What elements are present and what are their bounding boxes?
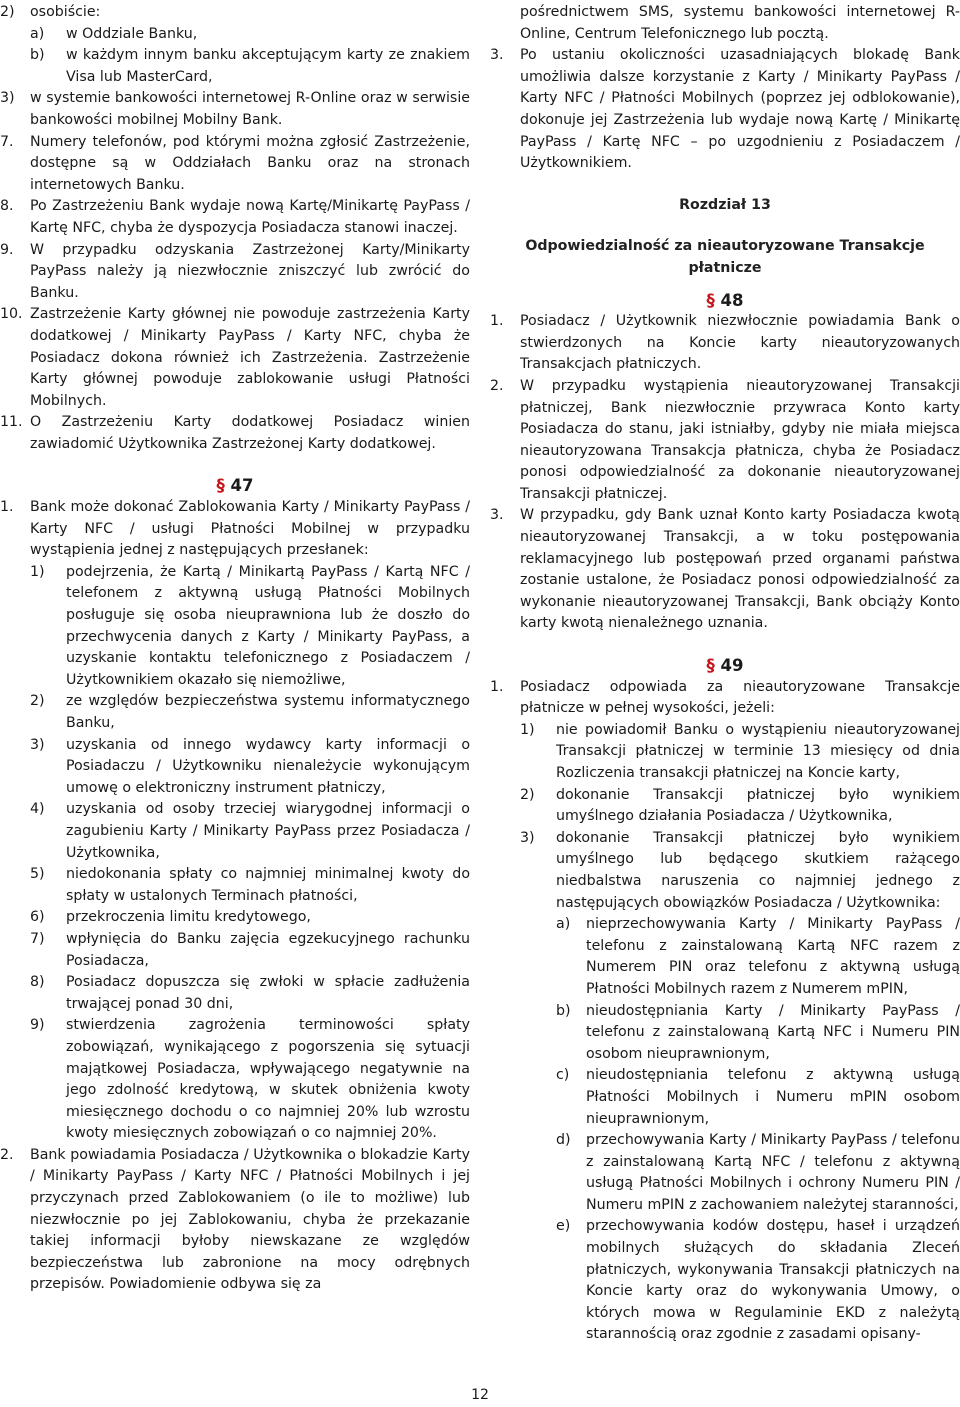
- chapter-heading: Rozdział 13: [679, 196, 771, 213]
- item-text: w Oddziale Banku,: [66, 25, 198, 42]
- item-number: e): [556, 1218, 571, 1235]
- item-text: wpłynięcia do Banku zajęcia egzekucyjnego rachunku Posiadacza,: [66, 930, 470, 969]
- item-text: dokonanie Transakcji płatniczej było wynikiem umyślnego działania Posiadacza / Użytkownika,: [556, 786, 960, 825]
- item-number: 1.: [490, 678, 504, 695]
- list-item: [0, 196, 470, 239]
- item-text: Bank powiadamia Posiadacza / Użytkownika o blokadzie Karty / Minikarty PayPass / Karty NFC / Płatności Mobilnych i jej przyczynach przed Zablokowaniem (o ile to możliwe) lub niezwłocznie po jej Zablokowaniu, chyba że przekazanie takiej informacji byłoby niewskazane ze względów bezpieczeństwa lub zabronione na mocy odrębnych przepisów. Powiadomienie odbywa się za: [30, 1146, 470, 1293]
- spacer: [490, 216, 960, 236]
- item-text: Zastrzeżenie Karty głównej nie powoduje zastrzeżenia Karty dodatkowej / Minikarty PayPass / Karty NFC, chyba że Posiadacz dokona również ich Zastrzeżenia. Zastrzeżenie Karty głównej powoduje zablokowanie usługi Płatności Mobilnych.: [30, 306, 470, 409]
- item-number: 3.: [490, 507, 504, 524]
- list-item: [0, 691, 470, 734]
- list-item: [0, 907, 470, 929]
- item-text: uzyskania od innego wydawcy karty informacji o Posiadaczu / Użytkowniku nienależycie wykonującym umowę o elektroniczny instrument płatniczy,: [66, 736, 470, 796]
- item-text: podejrzenia, że Kartą / Minikartą PayPass / Kartą NFC / telefonem z aktywną usługą Płatności Mobilnych posługuje się osoba nieuprawniona lub że doszło do przechwycenia danych z Karty / Minikarty PayPass, a uzyskanie kontaktu telefonicznego z Posiadaczem / Użytkownikiem okazało się niemożliwe,: [66, 563, 470, 688]
- list-item: [0, 412, 470, 455]
- item-number: 7): [30, 930, 45, 947]
- list-item: [490, 1130, 960, 1216]
- list-item: [490, 505, 960, 635]
- list-item: [0, 2, 470, 24]
- item-number: 1): [520, 721, 535, 738]
- list-item: [0, 497, 470, 562]
- list-item: [0, 972, 470, 1015]
- item-number: 7.: [0, 133, 14, 150]
- item-number: b): [556, 1002, 571, 1019]
- item-text: niedokonania spłaty co najmniej minimalnej kwoty do spłaty w ustalonych Terminach płatności,: [66, 866, 470, 904]
- item-text: nie powiadomił Banku o wystąpieniu nieautoryzowanej Transakcji płatniczej w terminie 13 miesięcy od dnia Rozliczenia transakcji płatniczej na Koncie karty,: [556, 721, 960, 781]
- list-item: [490, 1216, 960, 1346]
- list-item: [0, 240, 470, 305]
- list-item: [490, 1065, 960, 1130]
- section-heading: [0, 475, 470, 497]
- item-text: O Zastrzeżeniu Karty dodatkowej Posiadacz winien zawiadomić Użytkownika Zastrzeżonej Karty dodatkowej.: [30, 414, 470, 452]
- list-item: [0, 562, 470, 692]
- item-number: 5): [30, 866, 45, 883]
- item-number: 2.: [0, 1146, 14, 1163]
- section-number: 48: [720, 290, 744, 310]
- list-item: [0, 799, 470, 864]
- item-number: 2): [30, 693, 45, 710]
- list-item: [490, 45, 960, 175]
- item-number: 1.: [0, 499, 14, 516]
- item-number: a): [30, 25, 45, 42]
- list-item: [490, 1001, 960, 1066]
- spacer: [490, 280, 960, 290]
- item-number: 10.: [0, 306, 23, 323]
- page-number: 12: [471, 1387, 489, 1403]
- item-number: a): [556, 916, 571, 933]
- item-text: przechowywania Karty / Minikarty PayPass / telefonu z zainstalowaną Kartą NFC / telefonu z aktywną usługą Płatności Mobilnych i ochrony Numeru PIN / Numeru mPIN z zachowaniem należytej staranności,: [586, 1132, 960, 1213]
- list-item: [0, 1015, 470, 1145]
- item-text: w każdym innym banku akceptującym karty ze znakiem Visa lub MasterCard,: [66, 47, 470, 85]
- section-heading: [490, 655, 960, 677]
- item-text: uzyskania od osoby trzeciej wiarygodnej informacji o zagubieniu Karty / Minikarty PayPass przez Posiadacza / Użytkownika,: [66, 801, 470, 861]
- item-text: Bank może dokonać Zablokowania Karty / Minikarty PayPass / Karty NFC / usługi Płatności Mobilnej w przypadku wystąpienia jednej z następujących przesłanek:: [30, 499, 470, 559]
- section-number: 47: [230, 476, 254, 496]
- item-number: 9.: [0, 241, 14, 258]
- item-text: ze względów bezpieczeństwa systemu informatycznego Banku,: [66, 693, 470, 731]
- section-heading: [490, 290, 960, 312]
- item-number: c): [556, 1067, 570, 1084]
- list-item: [490, 914, 960, 1000]
- item-text: pośrednictwem SMS, systemu bankowości internetowej R-Online, Centrum Telefonicznego lub pocztą.: [520, 4, 960, 42]
- item-number: 3): [520, 829, 535, 846]
- right-column: [490, 2, 960, 1346]
- list-item: [0, 24, 470, 46]
- item-text: osobiście:: [30, 4, 101, 20]
- spacer: [490, 175, 960, 195]
- item-number: 3.: [490, 47, 504, 64]
- list-item: [490, 677, 960, 720]
- item-text: Posiadacz / Użytkownik niezwłocznie powiadamia Bank o stwierdzonych na Koncie karty nieautoryzowanych Transakcjach płatniczych.: [520, 313, 960, 373]
- item-text: nieudostępniania telefonu z aktywną usługą Płatności Mobilnych i Numeru mPIN osobom nieuprawnionym,: [586, 1067, 960, 1127]
- item-text: przekroczenia limitu kredytowego,: [66, 909, 311, 926]
- list-item: [0, 735, 470, 800]
- list-item: [0, 45, 470, 88]
- item-number: 1.: [490, 313, 504, 330]
- item-text: nieprzechowywania Karty / Minikarty PayPass / telefonu z zainstalowaną Kartą NFC razem z Numerem PIN oraz telefonu z aktywną usługą Płatności Mobilnych razem z Numerem mPIN,: [586, 916, 960, 997]
- item-text: W przypadku, gdy Bank uznał Konto karty Posiadacza kwotą nieautoryzowanej Transakcji, a w toku postępowania reklamacyjnego lub postępowań przed organami państwa zostanie ustalone, że Posiadacz ponosi odpowiedzialność za wykonanie nieautoryzowanej Transakcji, Bank obciąży Konto karty kwotą nienależnego uznania.: [520, 507, 960, 632]
- item-number: 6): [30, 909, 45, 926]
- list-item: [490, 828, 960, 914]
- item-text: stwierdzenia zagrożenia terminowości spłaty zobowiązań, wynikającego z pogorszenia się sytuacji majątkowej Posiadacza, wpływającego negatywnie na jego zdolność kredytową, w skutek obniżenia kwoty miesięcznego dochodu o co najmniej 20% lub wzrostu kwoty miesięcznych zobowiązań o co najmniej 20%.: [66, 1017, 470, 1142]
- chapter-heading: Odpowiedzialność za nieautoryzowane Transakcje płatnicze: [525, 238, 925, 276]
- item-text: dokonanie Transakcji płatniczej było wynikiem umyślnego lub będącego skutkiem rażącego niedbalstwa naruszenia co najmniej jednego z następujących obowiązków Posiadacza / Użytkownika:: [556, 829, 960, 911]
- item-text: Posiadacz odpowiada za nieautoryzowane Transakcje płatnicze w pełnej wysokości, jeżeli:: [520, 678, 960, 717]
- list-item: [0, 864, 470, 907]
- item-text: Po Zastrzeżeniu Bank wydaje nową Kartę/Minikartę PayPass / Kartę NFC, chyba że dyspozycja Posiadacza stanowi inaczej.: [30, 198, 470, 236]
- item-number: 3): [30, 736, 45, 753]
- item-number: d): [556, 1132, 571, 1149]
- list-item: [490, 376, 960, 506]
- list-item: [0, 1145, 470, 1296]
- item-number: 3): [0, 90, 15, 107]
- item-number: 8): [30, 974, 45, 991]
- section-mark: §: [216, 476, 225, 496]
- item-text: w systemie bankowości internetowej R-Online oraz w serwisie bankowości mobilnej Mobilny Bank.: [30, 90, 470, 128]
- item-text: W przypadku odzyskania Zastrzeżonej Karty/Minikarty PayPass należy ją niezwłocznie zniszczyć lub zwrócić do Banku.: [30, 241, 470, 301]
- item-number: 11.: [0, 414, 23, 431]
- list-item: [490, 311, 960, 376]
- spacer: [0, 455, 470, 475]
- item-number: b): [30, 47, 45, 64]
- item-text: nieudostępniania Karty / Minikarty PayPass / telefonu z zainstalowaną Kartą NFC i Numeru PIN osobom nieuprawnionym,: [586, 1002, 960, 1062]
- item-text: Po ustaniu okoliczności uzasadniających blokadę Bank umożliwia dalsze korzystanie z Karty / Minikarty PayPass / Karty NFC / Płatności Mobilnych (poprzez jej odblokowanie), dokonuje jej Zastrzeżenia lub wydaje nową Kartę / Minikartę PayPass / Kartę NFC – po uzgodnieniu z Posiadaczem / Użytkownikiem.: [520, 47, 960, 172]
- item-number: 2): [520, 786, 535, 803]
- section-mark: §: [706, 656, 715, 676]
- item-number: 8.: [0, 198, 14, 215]
- spacer: [490, 635, 960, 655]
- list-item: [490, 2, 960, 45]
- item-number: 1): [30, 563, 45, 580]
- item-text: Posiadacz dopuszcza się zwłoki w spłacie zadłużenia trwającej ponad 30 dni,: [66, 974, 470, 1012]
- item-text: W przypadku wystąpienia nieautoryzowanej Transakcji płatniczej, Bank niezwłocznie przywraca Konto karty Posiadacza do stanu, jaki istniałby, gdyby nie miała miejsca nieautoryzowana Transakcja płatnicza, chyba że Posiadacz ponosi odpowiedzialność za dokonanie nieautoryzowanej Transakcji płatniczej.: [520, 377, 960, 502]
- section-mark: §: [706, 290, 715, 310]
- item-number: 4): [30, 801, 45, 818]
- item-text: przechowywania kodów dostępu, haseł i urządzeń mobilnych służących do składania Zleceń płatniczych, wykonywania Transakcji płatniczych na Koncie karty oraz do wykonywania Umowy, o których mowa w Regulaminie EKD z należytą starannością oraz zgodnie z zasadami opisany-: [586, 1218, 960, 1343]
- left-column: [0, 2, 470, 1296]
- list-item: [490, 720, 960, 785]
- list-item: [0, 88, 470, 131]
- item-number: 9): [30, 1017, 45, 1034]
- list-item: [0, 132, 470, 197]
- list-item: [490, 785, 960, 828]
- item-text: Numery telefonów, pod którymi można zgłosić Zastrzeżenie, dostępne są w Oddziałach Banku oraz na stronach internetowych Banku.: [30, 133, 470, 193]
- item-number: [490, 2, 520, 45]
- list-item: [0, 304, 470, 412]
- item-number: 2.: [490, 377, 504, 394]
- section-number: 49: [720, 656, 744, 676]
- item-number: 2): [0, 4, 15, 20]
- list-item: [0, 929, 470, 972]
